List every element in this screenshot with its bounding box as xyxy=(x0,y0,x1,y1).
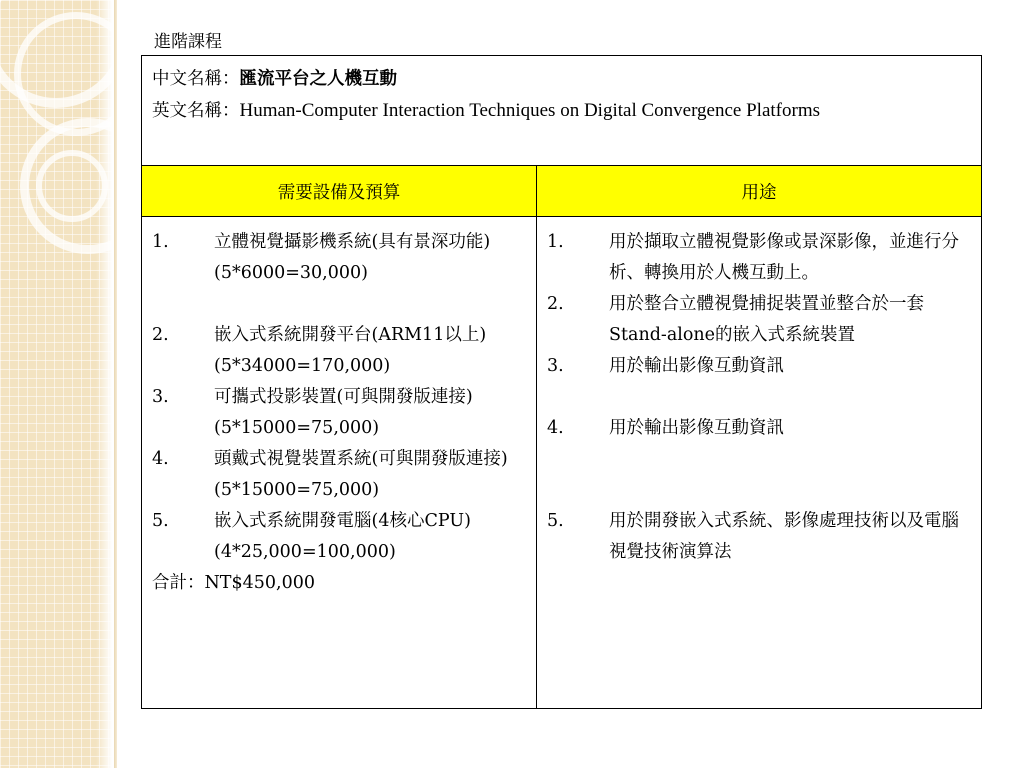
usage-item xyxy=(547,227,973,289)
equipment-item xyxy=(152,444,528,506)
item-text: 用於整合立體視覺捕捉裝置並整合於一套Stand-alone的嵌入式系統裝置 xyxy=(609,294,924,345)
item-text: 嵌入式系統開發平台(ARM11以上)(5*34000=170,000) xyxy=(214,325,487,376)
english-name: Human-Computer Interaction Techniques on Digital Convergence Platforms xyxy=(239,100,820,121)
equipment-list xyxy=(142,217,536,568)
item-text: 用於輸出影像互動資訊 xyxy=(609,418,784,438)
equipment-column-header: 需要設備及預算 xyxy=(142,166,537,217)
course-name-cell xyxy=(142,56,982,166)
usage-cell xyxy=(537,217,982,709)
sidebar-fade xyxy=(96,0,112,768)
item-number: 1. xyxy=(547,232,564,252)
item-text: 用於輸出影像互動資訊 xyxy=(609,356,784,376)
chinese-name-label: 中文名稱： xyxy=(152,69,240,89)
item-number: 4. xyxy=(547,418,564,438)
item-number: 4. xyxy=(152,449,169,469)
chinese-name: 匯流平台之人機互動 xyxy=(239,69,397,89)
course-table xyxy=(141,55,982,709)
item-text: 可攜式投影裝置(可與開發版連接)(5*15000=75,000) xyxy=(214,387,473,438)
equipment-item xyxy=(152,227,528,289)
budget-total: 合計：NT$450,000 xyxy=(152,573,315,593)
english-name-line xyxy=(152,95,971,127)
usage-item xyxy=(547,413,973,444)
chinese-name-line xyxy=(152,64,971,95)
spacer xyxy=(547,475,973,506)
equipment-item xyxy=(152,506,528,568)
item-number: 3. xyxy=(547,356,564,376)
spacer xyxy=(547,444,973,475)
usage-item xyxy=(547,289,973,351)
spacer xyxy=(547,382,973,413)
item-text: 頭戴式視覺裝置系統(可與開發版連接)(5*15000=75,000) xyxy=(214,449,508,500)
decorative-sidebar xyxy=(0,0,112,768)
item-number: 2. xyxy=(547,294,564,314)
item-text: 用於擷取立體視覺影像或景深影像，並進行分析、轉換用於人機互動上。 xyxy=(609,232,959,283)
usage-column-header: 用途 xyxy=(537,166,982,217)
equipment-item xyxy=(152,382,528,444)
decorative-circle xyxy=(14,12,138,136)
item-number: 1. xyxy=(152,232,169,252)
sidebar-divider xyxy=(114,0,117,768)
item-text: 嵌入式系統開發電腦(4核心CPU)(4*25,000=100,000) xyxy=(214,511,471,562)
english-name-label: 英文名稱： xyxy=(152,101,240,121)
spacer xyxy=(152,289,528,320)
usage-item xyxy=(547,506,973,568)
item-text: 用於開發嵌入式系統、影像處理技術以及電腦視覺技術演算法 xyxy=(609,511,959,562)
usage-list xyxy=(537,217,981,568)
page-heading: 進階課程 xyxy=(154,32,222,52)
item-number: 3. xyxy=(152,387,169,407)
item-number: 2. xyxy=(152,325,169,345)
usage-item xyxy=(547,351,973,382)
equipment-item xyxy=(152,320,528,382)
item-number: 5. xyxy=(547,511,564,531)
equipment-cell xyxy=(142,217,537,709)
item-number: 5. xyxy=(152,511,169,531)
item-text: 立體視覺攝影機系統(具有景深功能)(5*6000=30,000) xyxy=(214,232,491,283)
